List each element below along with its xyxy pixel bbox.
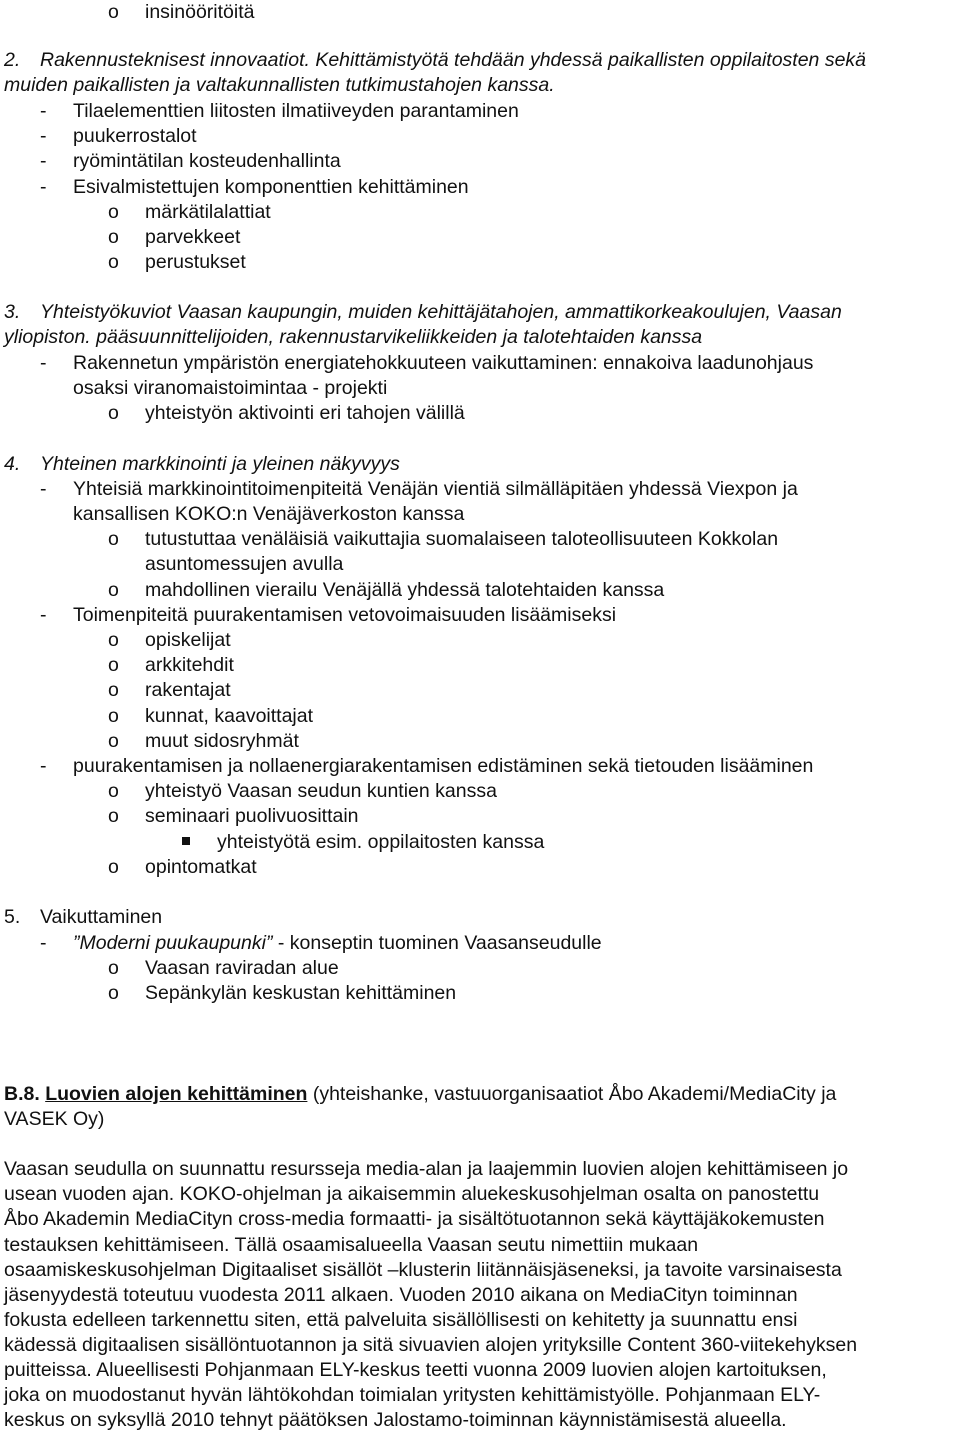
bullet-marker: o	[108, 528, 119, 550]
list-item: muut sidosryhmät	[145, 730, 299, 752]
list-item: Tilaelementtien liitosten ilmatiiveyden parantaminen	[73, 100, 519, 122]
list-item: puurakentamisen ja nollaenergiarakentamisen edistäminen sekä tietouden lisääminen	[73, 755, 814, 777]
bullet-marker: o	[108, 856, 119, 878]
paragraph-line: Åbo Akademin MediaCityn cross-media formaatti- ja sisältötuotannon sekä käyttäjäkokemusten	[4, 1208, 825, 1230]
list-item: kunnat, kaavoittajat	[145, 705, 314, 727]
bullet-marker: o	[108, 579, 119, 601]
section-number: 2.	[4, 49, 21, 71]
dash-marker: -	[40, 150, 47, 172]
paragraph-line: fokusta edelleen tarkennettu siten, että palveluita sisällöllisesti on kehitetty ja suunnattu ensi	[4, 1309, 798, 1331]
bullet-marker: o	[108, 402, 119, 424]
bullet-marker: o	[108, 226, 119, 248]
b8-heading	[4, 1082, 836, 1107]
dash-marker: -	[40, 176, 47, 198]
list-item: opintomatkat	[145, 856, 257, 878]
bullet-marker: o	[108, 780, 119, 802]
paragraph-line: keskus on syksyllä 2010 tehnyt päätöksen Jalostamo-toiminnan käynnistämisestä alueella.	[4, 1409, 787, 1431]
paragraph-line: usean vuoden ajan. KOKO-ohjelman ja aikaisemmin aluekeskusohjelman osalta on panostettu	[4, 1183, 820, 1205]
list-item: perustukset	[145, 251, 246, 273]
list-item: Vaasan raviradan alue	[145, 957, 339, 979]
paragraph-line: testauksen kehittämiseen. Tällä osaamisalueella Vaasan seutu nimettiin mukaan	[4, 1234, 699, 1256]
bullet-marker: o	[108, 201, 119, 223]
bullet-marker: o	[108, 730, 119, 752]
paragraph-line: osaamiskeskusohjelman Digitaaliset sisällöt –klusterin liitännäisjäseneksi, ja tavoite varsinaisesta	[4, 1259, 842, 1281]
section-title-cont: yliopiston. pääsuunnittelijoiden, rakennustarvikeliikkeiden ja talotehtaiden kanssa	[4, 326, 703, 348]
paragraph-line: Vaasan seudulla on suunnattu resursseja media-alan ja laajemmin luovien alojen kehittämiseen jo	[4, 1158, 849, 1180]
bullet-marker: o	[108, 1, 119, 23]
bullet-marker: o	[108, 679, 119, 701]
b8-title-cont: VASEK Oy)	[4, 1108, 105, 1130]
list-item: insinööritöitä	[145, 1, 255, 23]
b8-code: B.8.	[4, 1083, 40, 1105]
list-item: puukerrostalot	[73, 125, 197, 147]
dash-marker: -	[40, 352, 47, 374]
bullet-marker: o	[108, 957, 119, 979]
bullet-marker: o	[108, 251, 119, 273]
square-bullet-icon	[182, 830, 190, 855]
dash-marker: -	[40, 100, 47, 122]
list-item-cont: kansallisen KOKO:n Venäjäverkoston kanssa	[73, 503, 465, 525]
list-item: Toimenpiteitä puurakentamisen vetovoimaisuuden lisäämiseksi	[73, 604, 617, 626]
section-title: Yhteistyökuviot Vaasan kaupungin, muiden kehittäjätahojen, ammattikorkeakoulujen, Vaasan	[40, 301, 842, 323]
paragraph-line: jäsenyydestä toteutuu vuodesta 2011 alkaen. Vuoden 2010 aikana on MediaCityn toiminnan	[4, 1284, 798, 1306]
dash-marker: -	[40, 125, 47, 147]
list-item: arkkitehdit	[145, 654, 234, 676]
list-item: ryömintätilan kosteudenhallinta	[73, 150, 341, 172]
list-item: tutustuttaa venäläisiä vaikuttajia suomalaiseen taloteollisuuteen Kokkolan	[145, 528, 779, 550]
paragraph-line: kädessä digitaalisen sisällöntuotannon ja sitä sivuavien alojen yrityksille Content 360-viitekehyksen	[4, 1334, 858, 1356]
section-number: 4.	[4, 453, 21, 475]
dash-marker: -	[40, 755, 47, 777]
list-item: yhteistyö Vaasan seudun kuntien kanssa	[145, 780, 497, 802]
list-item: rakentajat	[145, 679, 231, 701]
b8-title-rest: (yhteishanke, vastuuorganisaatiot Åbo Akademi/MediaCity ja	[312, 1083, 837, 1105]
list-item: Rakennetun ympäristön energiatehokkuuteen vaikuttaminen: ennakoiva laadunohjaus	[73, 352, 814, 374]
list-item-cont: asuntomessujen avulla	[145, 553, 344, 575]
bullet-marker: o	[108, 805, 119, 827]
bullet-marker: o	[108, 654, 119, 676]
list-item: mahdollinen vierailu Venäjällä yhdessä talotehtaiden kanssa	[145, 579, 665, 601]
list-item: Esivalmistettujen komponenttien kehittäminen	[73, 176, 469, 198]
list-item-rest: - konseptin tuominen Vaasanseudulle	[277, 932, 602, 954]
paragraph-line: puitteissa. Alueellisesti Pohjanmaan ELY-keskus teetti vuonna 2009 luovien alojen kartoituksen,	[4, 1359, 827, 1381]
section-title: Rakennusteknisest innovaatiot. Kehittämistyötä tehdään yhdessä paikallisten oppilaitosten sekä	[40, 49, 867, 71]
section-title: Vaikuttaminen	[40, 906, 163, 928]
list-item: märkätilalattiat	[145, 201, 271, 223]
list-item-cont: osaksi viranomaistoimintaa - projekti	[73, 377, 388, 399]
list-item	[73, 931, 602, 956]
list-item: Yhteisiä markkinointitoimenpiteitä Venäjän vientiä silmälläpitäen yhdessä Viexpon ja	[73, 478, 798, 500]
section-title: Yhteinen markkinointi ja yleinen näkyvyys	[40, 453, 400, 475]
section-number: 5.	[4, 906, 21, 928]
dash-marker: -	[40, 478, 47, 500]
list-item: Sepänkylän keskustan kehittäminen	[145, 982, 457, 1004]
b8-title: Luovien alojen kehittäminen	[45, 1083, 308, 1105]
bullet-marker: o	[108, 629, 119, 651]
section-title-cont: muiden paikallisten ja valtakunnallisten tutkimustahojen kanssa.	[4, 74, 555, 96]
section-number: 3.	[4, 301, 21, 323]
quoted-concept: ”Moderni puukaupunki”	[73, 932, 273, 954]
list-item: seminaari puolivuosittain	[145, 805, 359, 827]
bullet-marker: o	[108, 705, 119, 727]
list-item: parvekkeet	[145, 226, 241, 248]
list-item: opiskelijat	[145, 629, 231, 651]
list-item: yhteistyön aktivointi eri tahojen välillä	[145, 402, 465, 424]
dash-marker: -	[40, 604, 47, 626]
list-item: yhteistyötä esim. oppilaitosten kanssa	[217, 831, 545, 853]
bullet-marker: o	[108, 982, 119, 1004]
paragraph-line: joka on muodostanut hyvän lähtökohdan toimialan yritysten kehittämistyölle. Pohjanmaan ELY-	[4, 1384, 821, 1406]
dash-marker: -	[40, 932, 47, 954]
